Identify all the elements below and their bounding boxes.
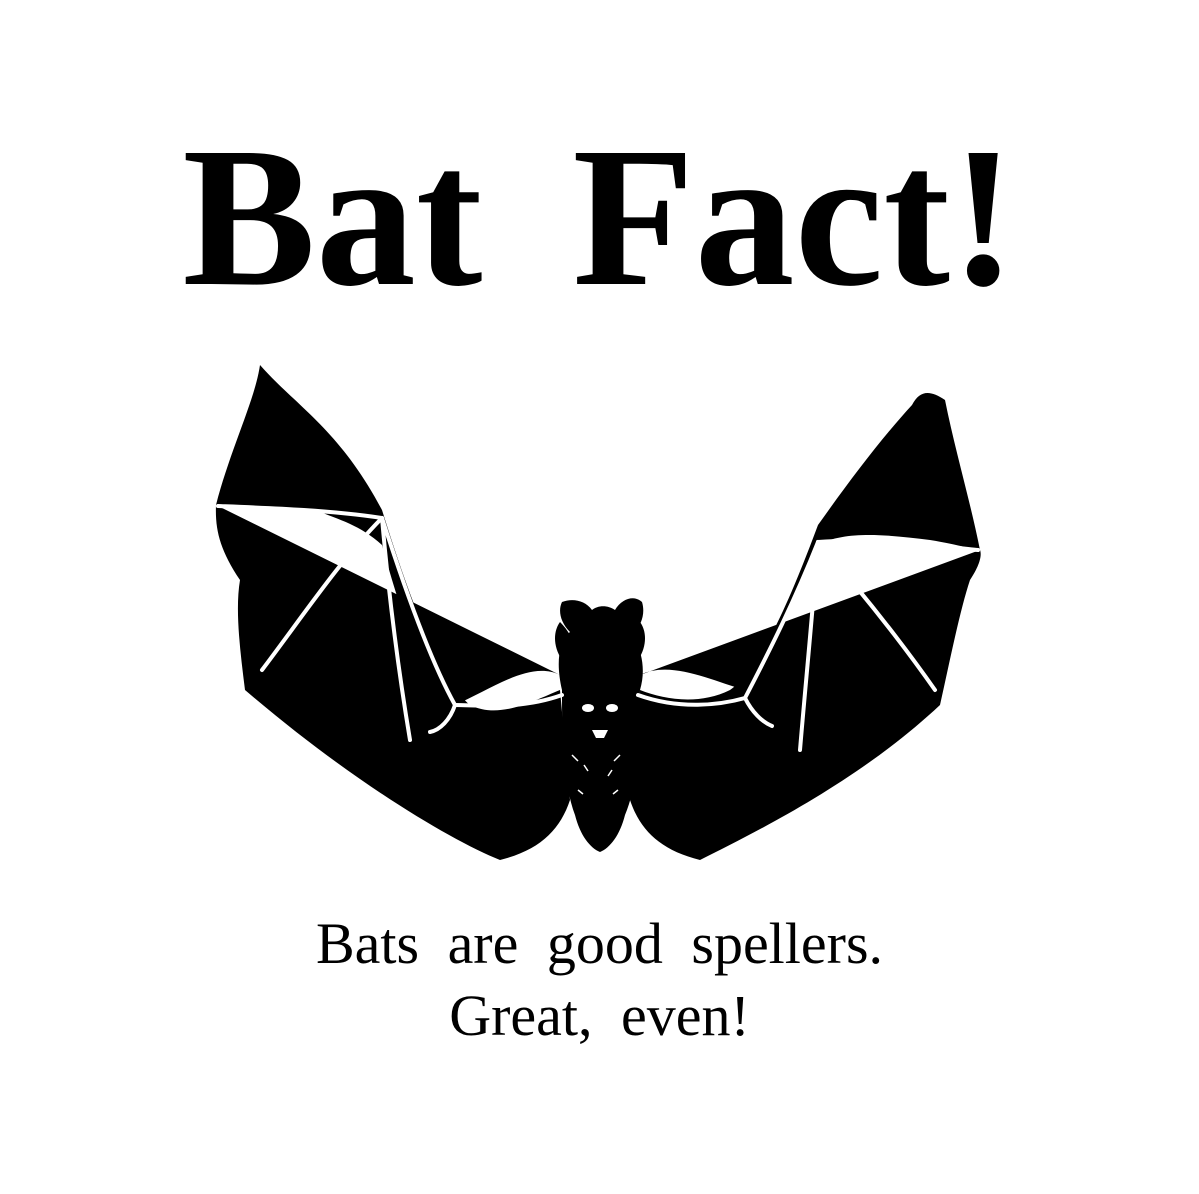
bat-icon — [200, 360, 1000, 880]
fact-caption — [0, 908, 1199, 1052]
bat-right-wing — [630, 393, 981, 860]
fact-caption-line-1: Bats are good spellers. — [315, 911, 884, 976]
fact-caption-line-2: Great, even! — [449, 983, 750, 1048]
page-title: Bat Fact! — [182, 107, 1017, 328]
